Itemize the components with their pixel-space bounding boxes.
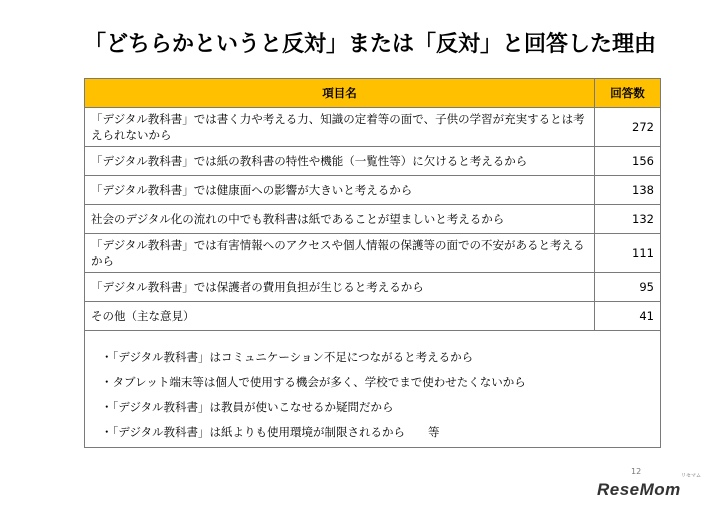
list-item: ・ タブレット端末等は個人で使用する機会が多く、学校でまで使わせたくないから: [101, 370, 660, 395]
table-row: [85, 273, 661, 302]
list-item: ・ 「デジタル教科書」は紙よりも使用環境が制限されるから 等: [101, 420, 660, 445]
row-count: 95: [595, 273, 661, 302]
logo-subtext: リセマム: [681, 473, 701, 479]
row-count: 41: [595, 302, 661, 331]
notes-cell: [85, 331, 661, 448]
page-title: 「どちらかというと反対」または「反対」と回答した理由: [84, 32, 657, 57]
header-count: 回答数: [595, 79, 661, 108]
row-count: 111: [595, 234, 661, 273]
table-header-row: [85, 79, 661, 108]
row-count: 272: [595, 108, 661, 147]
row-count: 156: [595, 147, 661, 176]
row-item: 「デジタル教科書」では保護者の費用負担が生じると考えるから: [85, 273, 595, 302]
row-item: その他（主な意見）: [85, 302, 595, 331]
list-item: ・ 「デジタル教科書」はコミュニケーション不足につながると考えるから: [101, 345, 660, 370]
row-item: 社会のデジタル化の流れの中でも教科書は紙であることが望ましいと考えるから: [85, 205, 595, 234]
notes-list: [101, 331, 660, 445]
row-item: 「デジタル教科書」では紙の教科書の特性や機能（一覧性等）に欠けると考えるから: [85, 147, 595, 176]
table-row: [85, 147, 661, 176]
list-item: ・ 「デジタル教科書」は教員が使いこなせるか疑問だから: [101, 395, 660, 420]
row-item: 「デジタル教科書」では健康面への影響が大きいと考えるから: [85, 176, 595, 205]
table-row: [85, 108, 661, 147]
header-item: 項目名: [85, 79, 595, 108]
notes-row: [85, 331, 661, 448]
table-row: [85, 205, 661, 234]
page-number: 12: [631, 467, 642, 476]
table-row: [85, 234, 661, 273]
resemom-logo: ReseMom: [597, 480, 681, 499]
row-item: 「デジタル教科書」では書く力や考える力、知識の定着等の面で、子供の学習が充実するとは考えられないから: [85, 108, 595, 147]
reasons-table: [84, 78, 661, 448]
row-count: 132: [595, 205, 661, 234]
table-row: [85, 176, 661, 205]
table-row: [85, 302, 661, 331]
row-item: 「デジタル教科書」では有害情報へのアクセスや個人情報の保護等の面での不安があると考えるから: [85, 234, 595, 273]
row-count: 138: [595, 176, 661, 205]
